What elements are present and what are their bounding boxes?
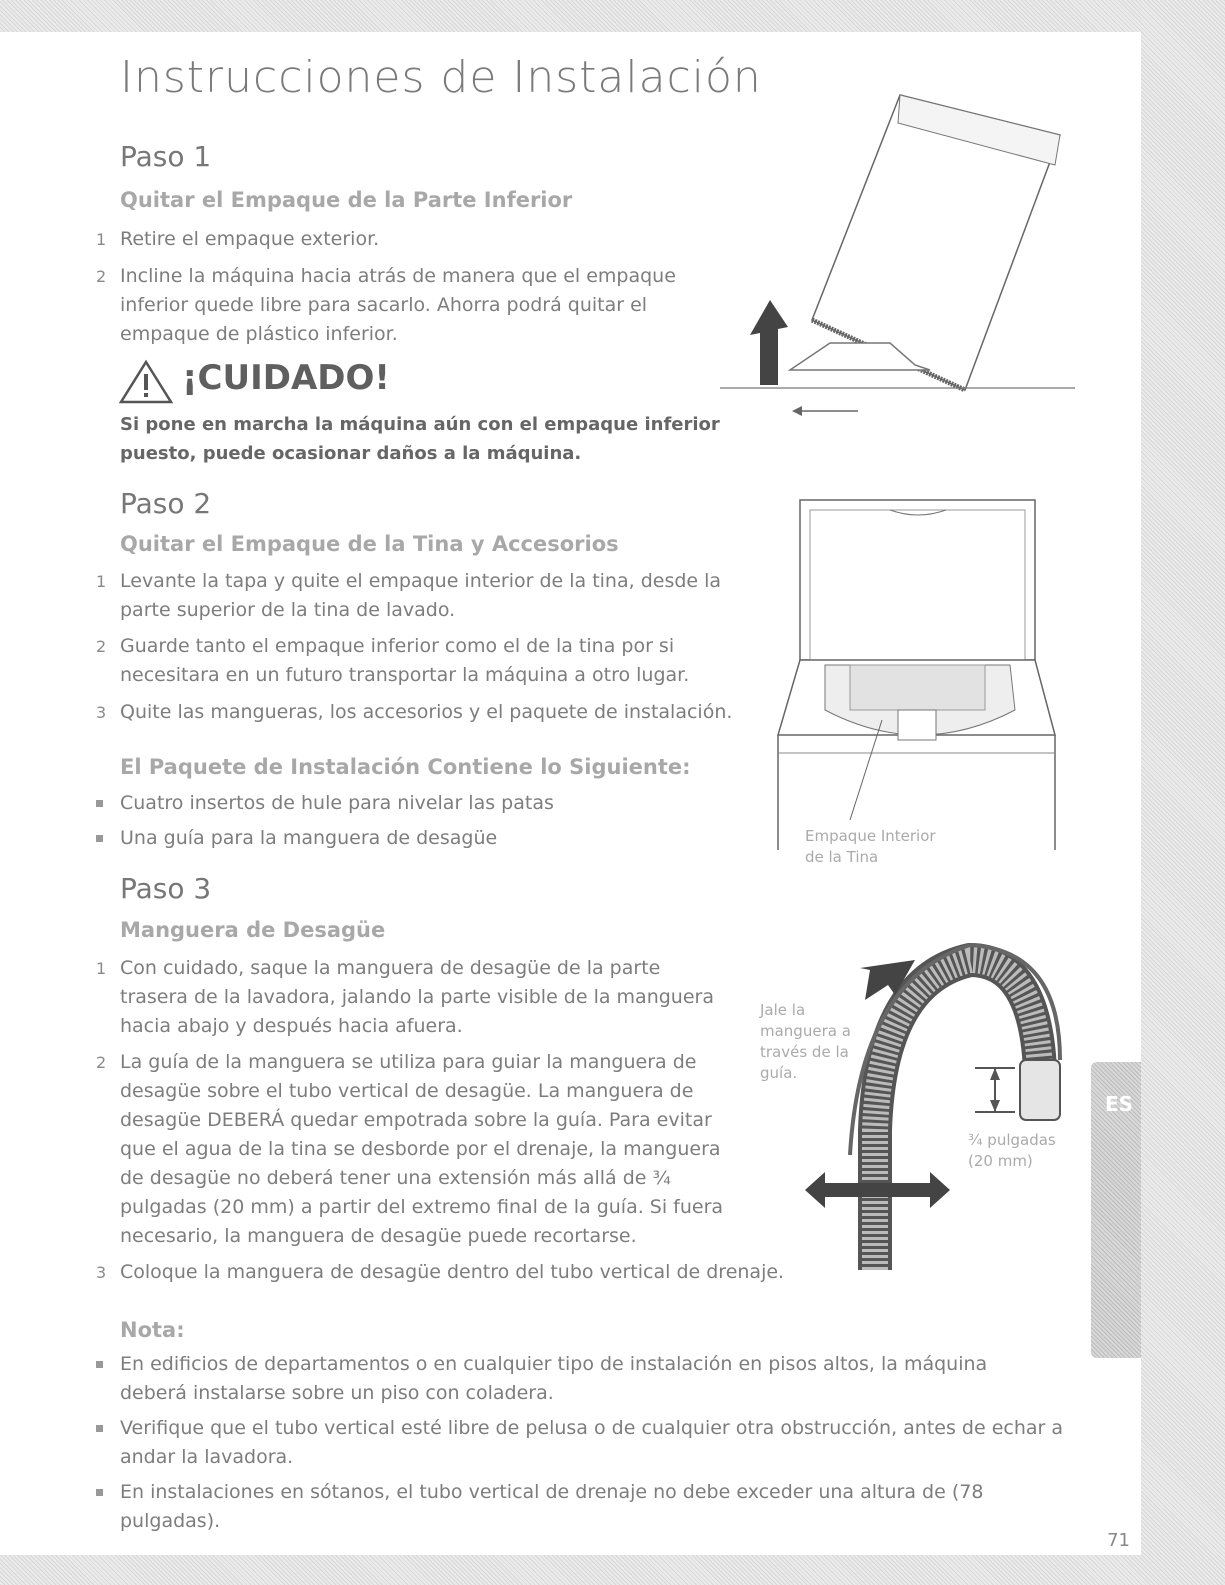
note-heading: Nota: (120, 1318, 185, 1342)
page-border-bottom (0, 1555, 1225, 1585)
item-number: 1 (96, 959, 107, 978)
item-number: 2 (96, 267, 107, 286)
item-text: Una guía para la manguera de desagüe (120, 827, 498, 849)
item-text: Guarde tanto el empaque inferior como el de la tina por si necesitara en un futuro transportar la máquina a otro lugar. (120, 635, 690, 686)
caution-text: Si pone en marcha la máquina aún con el empaque inferior puesto, puede ocasionar daños a la máquina. (120, 414, 720, 464)
list-item (96, 262, 700, 349)
bullet-icon (96, 1489, 103, 1496)
washer-open-lid-diagram (770, 495, 1070, 855)
item-number: 2 (96, 637, 107, 656)
item-text: Retire el empaque exterior. (120, 228, 380, 250)
list-item (96, 698, 760, 727)
item-text: Levante la tapa y quite el empaque interior de la tina, desde la parte superior de la tina de lavado. (120, 570, 722, 621)
page-border-top (0, 0, 1225, 32)
item-number: 2 (96, 1053, 107, 1072)
item-number: 1 (96, 572, 107, 591)
diagram-label-line: ¾ pulgadas (968, 1131, 1056, 1149)
list-item (120, 1350, 1040, 1408)
list-item (96, 954, 730, 1041)
list-item (96, 1258, 840, 1287)
list-item (96, 567, 745, 625)
bullet-icon (96, 800, 103, 807)
list-item (120, 1478, 1080, 1536)
step2-label: Paso 2 (120, 487, 212, 520)
item-text: En instalaciones en sótanos, el tubo vertical de drenaje no debe exceder una altura de (78 pulgadas). (120, 1481, 984, 1532)
list-item (120, 824, 740, 853)
list-item (120, 1414, 1070, 1472)
list-item (96, 225, 740, 254)
step3-label: Paso 3 (120, 872, 212, 905)
diagram-label-line: Empaque Interior (805, 827, 936, 845)
list-item (120, 789, 740, 818)
drain-hose-diagram (790, 940, 1080, 1280)
step2-heading: Quitar el Empaque de la Tina y Accesorios (120, 532, 619, 556)
item-number: 3 (96, 1263, 107, 1282)
page-border-right (1141, 0, 1225, 1585)
language-tab-label: ES (1105, 1092, 1134, 1116)
diagram-label-line: (20 mm) (968, 1152, 1033, 1170)
bullet-icon (96, 835, 103, 842)
caution-title: ¡CUIDADO! (182, 358, 390, 398)
diagram-label-line: de la Tina (805, 848, 879, 866)
item-text: Con cuidado, saque la manguera de desagüe de la parte trasera de la lavadora, jalando la parte visible de la manguera hacia abajo y después hacia afuera. (120, 957, 714, 1037)
item-number: 1 (96, 230, 107, 249)
step1-heading: Quitar el Empaque de la Parte Inferior (120, 188, 573, 212)
page-number: 71 (1107, 1530, 1130, 1551)
step3-heading: Manguera de Desagüe (120, 918, 386, 942)
list-item (96, 632, 720, 690)
warning-triangle-icon (118, 359, 174, 405)
item-text: Incline la máquina hacia atrás de manera que el empaque inferior quede libre para sacarlo. Ahorra podrá quitar el empaque de plástico inferior. (120, 265, 676, 345)
item-number: 3 (96, 703, 107, 722)
item-text: En edificios de departamentos o en cualquier tipo de instalación en pisos altos, la máquina deberá instalarse sobre un piso con coladera. (120, 1353, 988, 1404)
item-text: Cuatro insertos de hule para nivelar las patas (120, 792, 554, 814)
step1-label: Paso 1 (120, 140, 212, 173)
item-text: La guía de la manguera se utiliza para guiar la manguera de desagüe sobre el tubo vertical de desagüe. La manguera de desagüe DEBERÁ quedar empotrada sobre la guía. Para evitar que el agua de la tina se desborde por el drenaje, la manguera de desagüe no deberá tener una extensión más allá de ¾ pulgadas (20 mm) a partir del extremo final de la guía. Si fuera necesario, la manguera de desagüe puede recortarse. (120, 1051, 724, 1247)
item-text: Quite las mangueras, los accesorios y el paquete de instalación. (120, 701, 733, 723)
diagram-label-pull: Jale la manguera a través de la guía. (760, 1001, 851, 1082)
bullet-icon (96, 1425, 103, 1432)
item-text: Verifique que el tubo vertical esté libre de pelusa o de cualquier otra obstrucción, antes de echar a andar la lavadora. (120, 1417, 1064, 1468)
item-text: Coloque la manguera de desagüe dentro del tubo vertical de drenaje. (120, 1261, 785, 1283)
bullet-icon (96, 1361, 103, 1368)
list-item (96, 1048, 740, 1251)
language-tab (1091, 1062, 1141, 1358)
page-title: Instrucciones de Instalación (120, 52, 762, 103)
washer-tilt-diagram (720, 85, 1080, 430)
diagram-label-empaque (805, 826, 936, 868)
diagram-label-measure (968, 1130, 1056, 1172)
package-heading: El Paquete de Instalación Contiene lo Siguiente: (120, 755, 691, 779)
